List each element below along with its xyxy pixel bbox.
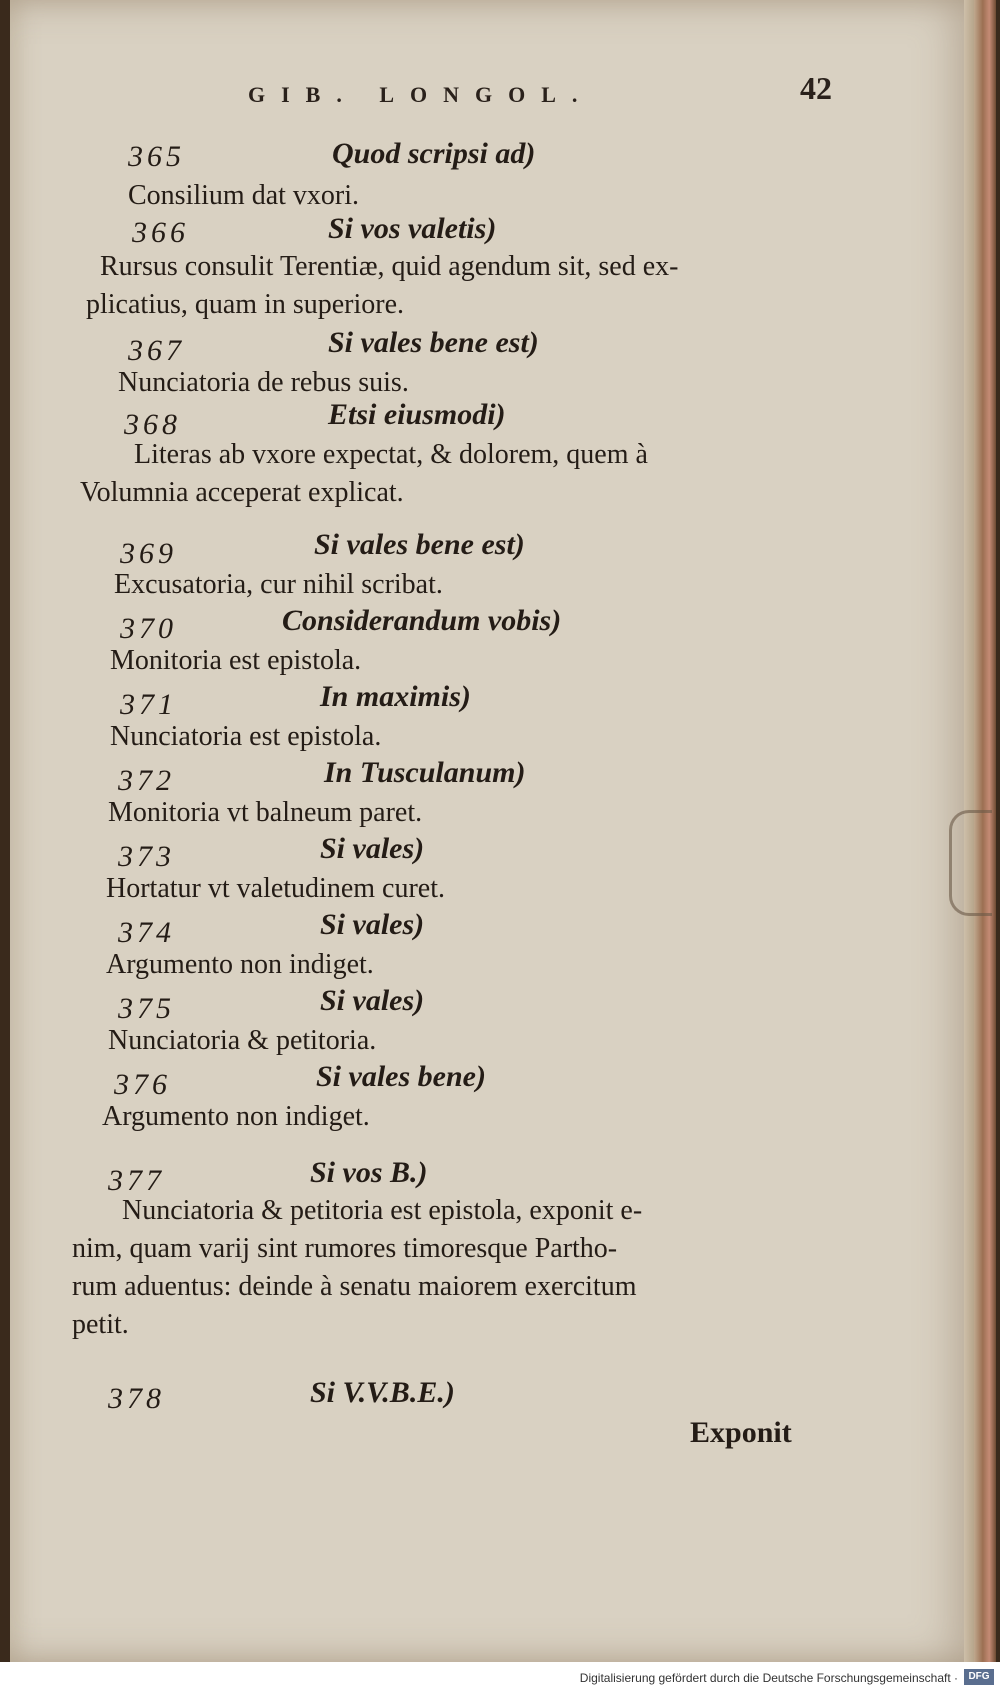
- entry-incipit: Si vales bene): [316, 1060, 486, 1093]
- entry-description: Rursus consulit Terentiæ, quid agendum sit, sed ex-: [100, 251, 679, 282]
- entry-incipit: Si vales bene est): [314, 528, 525, 561]
- entry-number: 369: [120, 537, 177, 570]
- dfg-logo-icon: DFG: [964, 1669, 994, 1685]
- entry-description: Consilium dat vxori.: [128, 180, 359, 211]
- entry-description: Literas ab vxore expectat, & dolorem, quem à: [134, 439, 648, 470]
- entry-description: Nunciatoria de rebus suis.: [118, 367, 409, 398]
- entry-incipit: In maximis): [320, 680, 471, 713]
- entry-number: 375: [118, 992, 175, 1025]
- entry-incipit: Si vos B.): [310, 1156, 428, 1189]
- entry-description: Volumnia acceperat explicat.: [80, 477, 404, 508]
- entry-number: 376: [114, 1068, 171, 1101]
- entry-incipit: Si vales): [320, 984, 425, 1017]
- catchword: Exponit: [690, 1416, 792, 1449]
- entry-description: rum aduentus: deinde à senatu maiorem exercitum: [72, 1271, 637, 1302]
- entry-description: Excusatoria, cur nihil scribat.: [114, 569, 443, 600]
- entry-number: 368: [124, 408, 181, 441]
- entry-number: 373: [118, 840, 175, 873]
- folio-number: 42: [800, 70, 832, 106]
- entry-incipit: Etsi eiusmodi): [328, 398, 506, 431]
- paper-page: [10, 0, 985, 1662]
- entry-number: 366: [132, 216, 189, 249]
- entry-incipit: Si V.V.B.E.): [310, 1376, 455, 1409]
- entry-incipit: Quod scripsi ad): [332, 137, 536, 170]
- entry-number: 374: [118, 916, 175, 949]
- entry-number: 372: [118, 764, 175, 797]
- footer-credit: Digitalisierung gefördert durch die Deutsche Forschungsgemeinschaft ·: [579, 1671, 958, 1685]
- entry-description: Nunciatoria & petitoria.: [108, 1025, 377, 1056]
- entry-description: Argumento non indiget.: [102, 1101, 370, 1132]
- entry-incipit: Si vos valetis): [328, 212, 497, 245]
- binding-clasp: [949, 810, 992, 916]
- entry-number: 365: [128, 140, 185, 173]
- entry-description: nim, quam varij sint rumores timoresque Partho-: [72, 1233, 618, 1264]
- running-head: GIB. LONGOL.: [248, 82, 594, 107]
- entry-number: 371: [120, 688, 177, 721]
- entry-number: 377: [108, 1164, 165, 1197]
- entry-number: 370: [120, 612, 177, 645]
- entry-description: Monitoria vt balneum paret.: [108, 797, 423, 828]
- entry-description: Argumento non indiget.: [106, 949, 374, 980]
- entry-description: Nunciatoria est epistola.: [110, 721, 382, 752]
- entry-description: Hortatur vt valetudinem curet.: [106, 873, 445, 904]
- entry-incipit: Si vales): [320, 832, 425, 865]
- digitization-footer: [0, 1662, 1000, 1693]
- entry-number: 367: [128, 334, 185, 367]
- entry-description: Nunciatoria & petitoria est epistola, exponit e-: [122, 1195, 643, 1226]
- entry-incipit: Considerandum vobis): [282, 604, 562, 637]
- entry-description: plicatius, quam in superiore.: [86, 289, 405, 320]
- entry-incipit: Si vales): [320, 908, 425, 941]
- entry-incipit: In Tusculanum): [324, 756, 526, 789]
- entry-description: petit.: [72, 1309, 129, 1340]
- entry-incipit: Si vales bene est): [328, 326, 539, 359]
- entry-description: Monitoria est epistola.: [110, 645, 362, 676]
- entry-number: 378: [108, 1382, 165, 1415]
